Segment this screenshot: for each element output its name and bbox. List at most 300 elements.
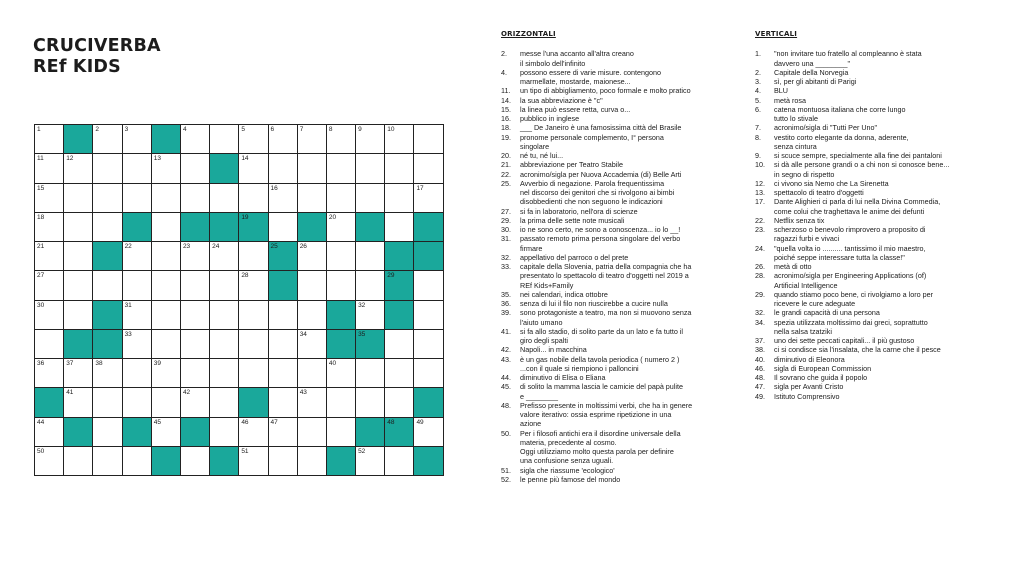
grid-cell[interactable] — [298, 359, 327, 388]
grid-cell[interactable] — [35, 359, 64, 388]
grid-cell[interactable] — [152, 418, 181, 447]
clue-text: "non invitare tuo fratello al compleanno è stata davvero una ________" — [774, 49, 922, 68]
grid-cell[interactable] — [356, 447, 385, 476]
grid-block-cell — [414, 388, 443, 417]
grid-cell[interactable] — [123, 301, 152, 330]
grid-cell[interactable] — [210, 330, 239, 359]
cell-number: 41 — [66, 389, 74, 397]
grid-cell[interactable] — [35, 271, 64, 300]
grid-block-cell — [123, 213, 152, 242]
down-clue — [755, 68, 995, 77]
grid-cell[interactable] — [93, 388, 122, 417]
grid-cell[interactable] — [327, 271, 356, 300]
clue-number: 45. — [501, 382, 511, 392]
grid-cell[interactable] — [414, 330, 443, 359]
across-clue — [501, 207, 731, 216]
grid-cell[interactable] — [414, 154, 443, 183]
grid-cell[interactable] — [64, 242, 93, 271]
clue-number: 40. — [755, 354, 765, 364]
grid-cell[interactable] — [298, 301, 327, 330]
grid-cell[interactable] — [152, 271, 181, 300]
grid-cell[interactable] — [64, 301, 93, 330]
grid-block-cell — [385, 418, 414, 447]
grid-block-cell — [239, 388, 268, 417]
clue-number: 48. — [755, 373, 765, 382]
grid-cell[interactable] — [64, 154, 93, 183]
grid-cell[interactable] — [239, 184, 268, 213]
grid-cell[interactable] — [93, 447, 122, 476]
cell-number: 5 — [241, 126, 245, 133]
clue-text: sigla di European Commission — [774, 363, 872, 373]
grid-cell[interactable] — [64, 388, 93, 417]
clue-number: 8. — [755, 132, 761, 142]
grid-cell[interactable] — [385, 213, 414, 242]
clue-text: Prefisso presente in moltissimi verbi, che ha in genere valore iterativo: ossia esprime ripetizione in una azione — [520, 400, 693, 429]
down-clue — [755, 336, 995, 345]
grid-cell[interactable] — [181, 388, 210, 417]
grid-cell[interactable] — [152, 154, 181, 183]
cell-number: 1 — [37, 126, 41, 133]
grid-cell[interactable] — [327, 213, 356, 242]
clue-number: 22. — [755, 215, 765, 225]
grid-block-cell — [93, 330, 122, 359]
grid-cell[interactable] — [181, 184, 210, 213]
grid-cell[interactable] — [269, 213, 298, 242]
grid-cell[interactable] — [327, 418, 356, 447]
grid-cell[interactable] — [327, 125, 356, 154]
across-clue — [501, 355, 731, 374]
grid-cell[interactable] — [356, 125, 385, 154]
cell-number: 31 — [124, 301, 132, 309]
cell-number: 15 — [37, 184, 45, 192]
grid-cell[interactable] — [298, 418, 327, 447]
clue-number: 25. — [501, 178, 511, 188]
grid-cell[interactable] — [298, 154, 327, 183]
grid-cell[interactable] — [414, 359, 443, 388]
clue-number: 41. — [501, 326, 511, 336]
grid-cell[interactable] — [239, 125, 268, 154]
cell-number: 42 — [182, 389, 191, 397]
clue-text: metà rosa — [774, 95, 806, 105]
grid-block-cell — [152, 447, 181, 476]
across-clue — [501, 299, 731, 308]
clue-text: scherzoso o benevolo rimprovero a proposito di ragazzi furbi e vivaci — [774, 225, 926, 244]
grid-block-cell — [64, 125, 93, 154]
grid-cell[interactable] — [123, 388, 152, 417]
clue-number: 1. — [755, 49, 761, 59]
cell-number: 13 — [153, 155, 161, 163]
grid-block-cell — [356, 213, 385, 242]
grid-cell[interactable] — [64, 184, 93, 213]
grid-cell[interactable] — [93, 418, 122, 447]
grid-block-cell — [385, 242, 414, 271]
grid-block-cell — [152, 125, 181, 154]
grid-cell[interactable] — [356, 301, 385, 330]
grid-cell[interactable] — [298, 271, 327, 300]
clue-text: messe l'una accanto all'altra creano il simbolo dell'infinito — [520, 49, 634, 68]
clue-text: le penne più famose del mondo — [520, 474, 621, 484]
cell-number: 29 — [387, 272, 395, 280]
grid-cell[interactable] — [123, 125, 152, 154]
clue-number: 36. — [501, 299, 511, 308]
grid-cell[interactable] — [356, 271, 385, 300]
clue-text: Capitale della Norvegia — [774, 67, 849, 77]
grid-cell[interactable] — [152, 388, 181, 417]
grid-cell[interactable] — [181, 242, 210, 271]
across-clue — [501, 105, 731, 114]
grid-cell[interactable] — [385, 184, 414, 213]
clue-text: sigla per Avanti Cristo — [774, 382, 844, 392]
grid-cell[interactable] — [210, 125, 239, 154]
title-line-2: REf KIDS — [33, 57, 121, 77]
grid-cell[interactable] — [35, 301, 64, 330]
grid-cell[interactable] — [93, 125, 122, 154]
clue-text: Dante Alighieri ci parla di lui nella Divina Commedia, come colui che traghettava le anime dei defunti — [774, 197, 941, 216]
grid-block-cell — [181, 418, 210, 447]
grid-block-cell — [239, 213, 268, 242]
clue-number: 29. — [755, 289, 765, 299]
title-line-1: CRUCIVERBA — [33, 36, 161, 56]
cell-number: 6 — [270, 126, 275, 133]
down-clue — [755, 290, 995, 309]
down-heading: VERTICALI — [755, 30, 798, 38]
clue-number: 10. — [755, 160, 765, 170]
grid-cell[interactable] — [327, 184, 356, 213]
grid-cell[interactable] — [35, 125, 64, 154]
grid-cell[interactable] — [385, 447, 414, 476]
clue-text: Netflix senza tix — [774, 215, 825, 225]
grid-block-cell — [93, 242, 122, 271]
grid-cell[interactable] — [414, 301, 443, 330]
grid-block-cell — [414, 213, 443, 242]
clue-number: 27. — [501, 206, 511, 216]
clue-number: 44. — [501, 373, 511, 382]
clue-number: 35. — [501, 289, 511, 299]
grid-cell[interactable] — [93, 271, 122, 300]
grid-cell[interactable] — [414, 418, 443, 447]
grid-cell[interactable] — [210, 271, 239, 300]
clue-number: 33. — [501, 262, 511, 271]
grid-cell[interactable] — [269, 184, 298, 213]
cell-number: 3 — [124, 126, 129, 133]
grid-cell[interactable] — [152, 301, 181, 330]
clue-number: 28. — [755, 271, 765, 281]
grid-cell[interactable] — [327, 388, 356, 417]
cell-number: 50 — [37, 447, 45, 455]
grid-cell[interactable] — [35, 418, 64, 447]
grid-cell[interactable] — [123, 184, 152, 213]
across-clue — [501, 216, 731, 225]
clue-text: Avverbio di negazione. Parola frequentissima nel discorso dei genitori che si rivolgono ai bimbi disobbedienti che non seguono le indicazioni — [520, 178, 675, 207]
grid-block-cell — [210, 447, 239, 476]
clue-text: né tu, né lui... — [520, 151, 564, 160]
grid-cell[interactable] — [269, 418, 298, 447]
grid-cell[interactable] — [181, 154, 210, 183]
grid-cell[interactable] — [64, 271, 93, 300]
clue-number: 11. — [501, 86, 511, 96]
cell-number: 26 — [299, 243, 307, 250]
across-clue — [501, 429, 731, 466]
clue-text: passato remoto prima persona singolare del verbo firmare — [520, 234, 681, 253]
across-clue — [501, 327, 731, 346]
grid-cell[interactable] — [356, 242, 385, 271]
clue-text: acronimo/sigla di "Tutti Per Uno" — [774, 123, 878, 133]
cell-number: 4 — [182, 126, 187, 133]
clue-text: metà di otto — [774, 262, 812, 271]
grid-cell[interactable] — [269, 330, 298, 359]
clue-text: io ne sono certo, ne sono a conoscenza... io lo __! — [520, 225, 681, 234]
grid-cell[interactable] — [385, 388, 414, 417]
grid-cell[interactable] — [385, 330, 414, 359]
clue-text: senza di lui il filo non riuscirebbe a cucire nulla — [520, 299, 668, 308]
grid-block-cell — [269, 242, 298, 271]
across-clue — [501, 160, 731, 169]
clue-text: un tipo di abbigliamento, poco formale e molto pratico — [520, 86, 691, 96]
grid-cell[interactable] — [210, 388, 239, 417]
across-clue — [501, 308, 731, 327]
grid-cell[interactable] — [327, 359, 356, 388]
clue-text: Per i filosofi antichi era il disordine universale della materia, precedente al cosmo. Oggi utilizziamo molto questa parola per definire una confusione senza uguali. — [520, 428, 681, 466]
cell-number: 16 — [270, 184, 278, 192]
grid-block-cell — [269, 271, 298, 300]
grid-block-cell — [327, 447, 356, 476]
grid-block-cell — [414, 447, 443, 476]
grid-cell[interactable] — [239, 271, 268, 300]
grid-cell[interactable] — [93, 154, 122, 183]
clue-text: uno dei sette peccati capitali... il più gustoso — [774, 336, 915, 345]
grid-block-cell — [210, 154, 239, 183]
grid-cell[interactable] — [123, 330, 152, 359]
grid-cell[interactable] — [269, 447, 298, 476]
grid-cell[interactable] — [298, 330, 327, 359]
cell-number: 32 — [358, 301, 366, 309]
grid-cell[interactable] — [35, 447, 64, 476]
grid-cell[interactable] — [269, 301, 298, 330]
grid-cell[interactable] — [35, 184, 64, 213]
grid-cell[interactable] — [152, 242, 181, 271]
grid-cell[interactable] — [123, 154, 152, 183]
grid-cell[interactable] — [181, 301, 210, 330]
grid-cell[interactable] — [210, 184, 239, 213]
grid-cell[interactable] — [181, 271, 210, 300]
clue-number: 42. — [501, 345, 511, 355]
cell-number: 25 — [270, 243, 278, 250]
cell-number: 24 — [212, 243, 220, 250]
cell-number: 11 — [37, 155, 44, 163]
grid-cell[interactable] — [298, 242, 327, 271]
cell-number: 47 — [270, 418, 278, 426]
clue-text: sigla che riassume 'ecologico' — [520, 465, 615, 475]
across-clue — [501, 262, 731, 290]
clue-number: 32. — [755, 308, 765, 318]
grid-block-cell — [123, 418, 152, 447]
grid-cell[interactable] — [123, 447, 152, 476]
across-clue — [501, 234, 731, 253]
grid-cell[interactable] — [64, 213, 93, 242]
cell-number: 33 — [124, 330, 132, 338]
across-clue — [501, 475, 731, 484]
clue-number: 12. — [755, 178, 765, 188]
grid-cell[interactable] — [93, 359, 122, 388]
down-clue — [755, 133, 995, 152]
grid-cell[interactable] — [152, 213, 181, 242]
down-clue — [755, 318, 995, 337]
down-clue — [755, 355, 995, 364]
grid-cell[interactable] — [269, 388, 298, 417]
grid-cell[interactable] — [181, 330, 210, 359]
clue-text: la linea può essere retta, curva o... — [520, 104, 631, 114]
across-clue — [501, 114, 731, 123]
clue-number: 46. — [755, 363, 765, 373]
across-clue — [501, 179, 731, 207]
across-clue — [501, 290, 731, 299]
clue-text: diminutivo di Eleonora — [774, 354, 845, 364]
grid-cell[interactable] — [239, 330, 268, 359]
grid-cell[interactable] — [64, 359, 93, 388]
clue-text: quando stiamo poco bene, ci rivolgiamo a loro per ricevere le cure adeguate — [774, 289, 934, 308]
grid-cell[interactable] — [93, 213, 122, 242]
grid-cell[interactable] — [152, 184, 181, 213]
grid-block-cell — [414, 242, 443, 271]
grid-cell[interactable] — [414, 271, 443, 300]
cell-number: 17 — [416, 184, 424, 192]
grid-cell[interactable] — [298, 388, 327, 417]
down-clue-list — [755, 49, 995, 401]
down-clue — [755, 364, 995, 373]
clue-number: 16. — [501, 114, 511, 123]
grid-cell[interactable] — [356, 154, 385, 183]
puzzle-title — [33, 36, 161, 78]
cell-number: 8 — [328, 126, 333, 133]
grid-block-cell — [327, 301, 356, 330]
cell-number: 21 — [37, 243, 45, 250]
clue-text: catena montuosa italiana che corre lungo tutto lo stivale — [774, 104, 906, 123]
clue-number: 13. — [755, 188, 765, 197]
grid-cell[interactable] — [181, 359, 210, 388]
grid-cell[interactable] — [327, 154, 356, 183]
clue-text: di solito la mamma lascia le camicie del papà pulite e ________ — [520, 382, 683, 401]
grid-cell[interactable] — [239, 301, 268, 330]
grid-cell[interactable] — [356, 184, 385, 213]
clue-number: 14. — [501, 95, 511, 105]
clue-text: è un gas nobile della tavola periodica ( numero 2 ) ...con il quale si riempiono i palloncini — [520, 354, 680, 373]
grid-cell[interactable] — [414, 125, 443, 154]
clue-number: 7. — [755, 123, 761, 133]
grid-cell[interactable] — [269, 125, 298, 154]
across-clue — [501, 373, 731, 382]
clue-text: pubblico in inglese — [520, 114, 580, 123]
grid-cell[interactable] — [35, 330, 64, 359]
cell-number: 7 — [299, 126, 304, 133]
clue-number: 23. — [755, 225, 765, 234]
cell-number: 38 — [95, 360, 103, 367]
down-clue — [755, 216, 995, 225]
clue-number: 17. — [755, 197, 765, 207]
grid-cell[interactable] — [239, 154, 268, 183]
clue-text: capitale della Slovenia, patria della compagnia che ha presentato lo spettacolo di teatro d'oggetti nel 2019 a REf Kids+Family — [520, 262, 692, 290]
clue-number: 31. — [501, 234, 511, 244]
grid-cell[interactable] — [181, 125, 210, 154]
across-clue — [501, 401, 731, 429]
grid-cell[interactable] — [239, 242, 268, 271]
grid-cell[interactable] — [356, 388, 385, 417]
clue-text: si fa allo stadio, di solito parte da un lato e fa tutto il giro degli spalti — [520, 326, 684, 345]
grid-cell[interactable] — [123, 242, 152, 271]
grid-cell[interactable] — [35, 154, 64, 183]
cell-number: 18 — [37, 213, 45, 221]
grid-cell[interactable] — [356, 359, 385, 388]
clue-number: 51. — [501, 465, 511, 475]
cell-number: 36 — [37, 360, 45, 367]
across-clue — [501, 170, 731, 179]
grid-cell[interactable] — [385, 154, 414, 183]
clue-number: 52. — [501, 474, 511, 484]
cell-number: 14 — [241, 155, 249, 163]
grid-block-cell — [327, 330, 356, 359]
clue-number: 4. — [501, 67, 507, 77]
across-clue — [501, 133, 731, 152]
grid-cell[interactable] — [298, 184, 327, 213]
across-clue — [501, 466, 731, 475]
grid-cell[interactable] — [93, 184, 122, 213]
down-clue — [755, 96, 995, 105]
grid-cell[interactable] — [385, 125, 414, 154]
grid-cell[interactable] — [327, 242, 356, 271]
clue-number: 49. — [755, 391, 765, 401]
grid-cell[interactable] — [152, 359, 181, 388]
clue-number: 2. — [755, 67, 761, 77]
down-clue — [755, 86, 995, 95]
clue-number: 38. — [755, 345, 765, 355]
grid-cell[interactable] — [35, 242, 64, 271]
grid-block-cell — [385, 301, 414, 330]
grid-cell[interactable] — [210, 359, 239, 388]
cell-number: 34 — [299, 330, 307, 338]
grid-cell[interactable] — [239, 359, 268, 388]
grid-cell[interactable] — [123, 271, 152, 300]
clue-text: ci si condisce sia l'insalata, che la carne che il pesce — [774, 345, 941, 355]
down-clue — [755, 160, 995, 179]
cell-number: 39 — [153, 360, 161, 367]
clue-number: 6. — [755, 104, 761, 114]
across-clue — [501, 253, 731, 262]
down-clues-column — [755, 30, 995, 401]
grid-cell[interactable] — [123, 359, 152, 388]
grid-cell[interactable] — [152, 330, 181, 359]
grid-cell[interactable] — [239, 447, 268, 476]
grid-cell[interactable] — [385, 359, 414, 388]
clue-number: 2. — [501, 49, 507, 59]
clue-number: 22. — [501, 169, 511, 179]
grid-cell[interactable] — [269, 359, 298, 388]
grid-cell[interactable] — [35, 213, 64, 242]
grid-cell[interactable] — [414, 184, 443, 213]
grid-cell[interactable] — [210, 242, 239, 271]
grid-cell[interactable] — [64, 447, 93, 476]
grid-cell[interactable] — [269, 154, 298, 183]
grid-cell[interactable] — [210, 301, 239, 330]
down-clue — [755, 244, 995, 263]
clue-number: 21. — [501, 160, 511, 170]
grid-cell[interactable] — [181, 447, 210, 476]
across-clues-column — [501, 30, 731, 484]
grid-cell[interactable] — [298, 447, 327, 476]
clue-number: 34. — [755, 317, 765, 327]
grid-cell[interactable] — [239, 418, 268, 447]
grid-cell[interactable] — [210, 418, 239, 447]
grid-cell[interactable] — [298, 125, 327, 154]
down-clue — [755, 151, 995, 160]
